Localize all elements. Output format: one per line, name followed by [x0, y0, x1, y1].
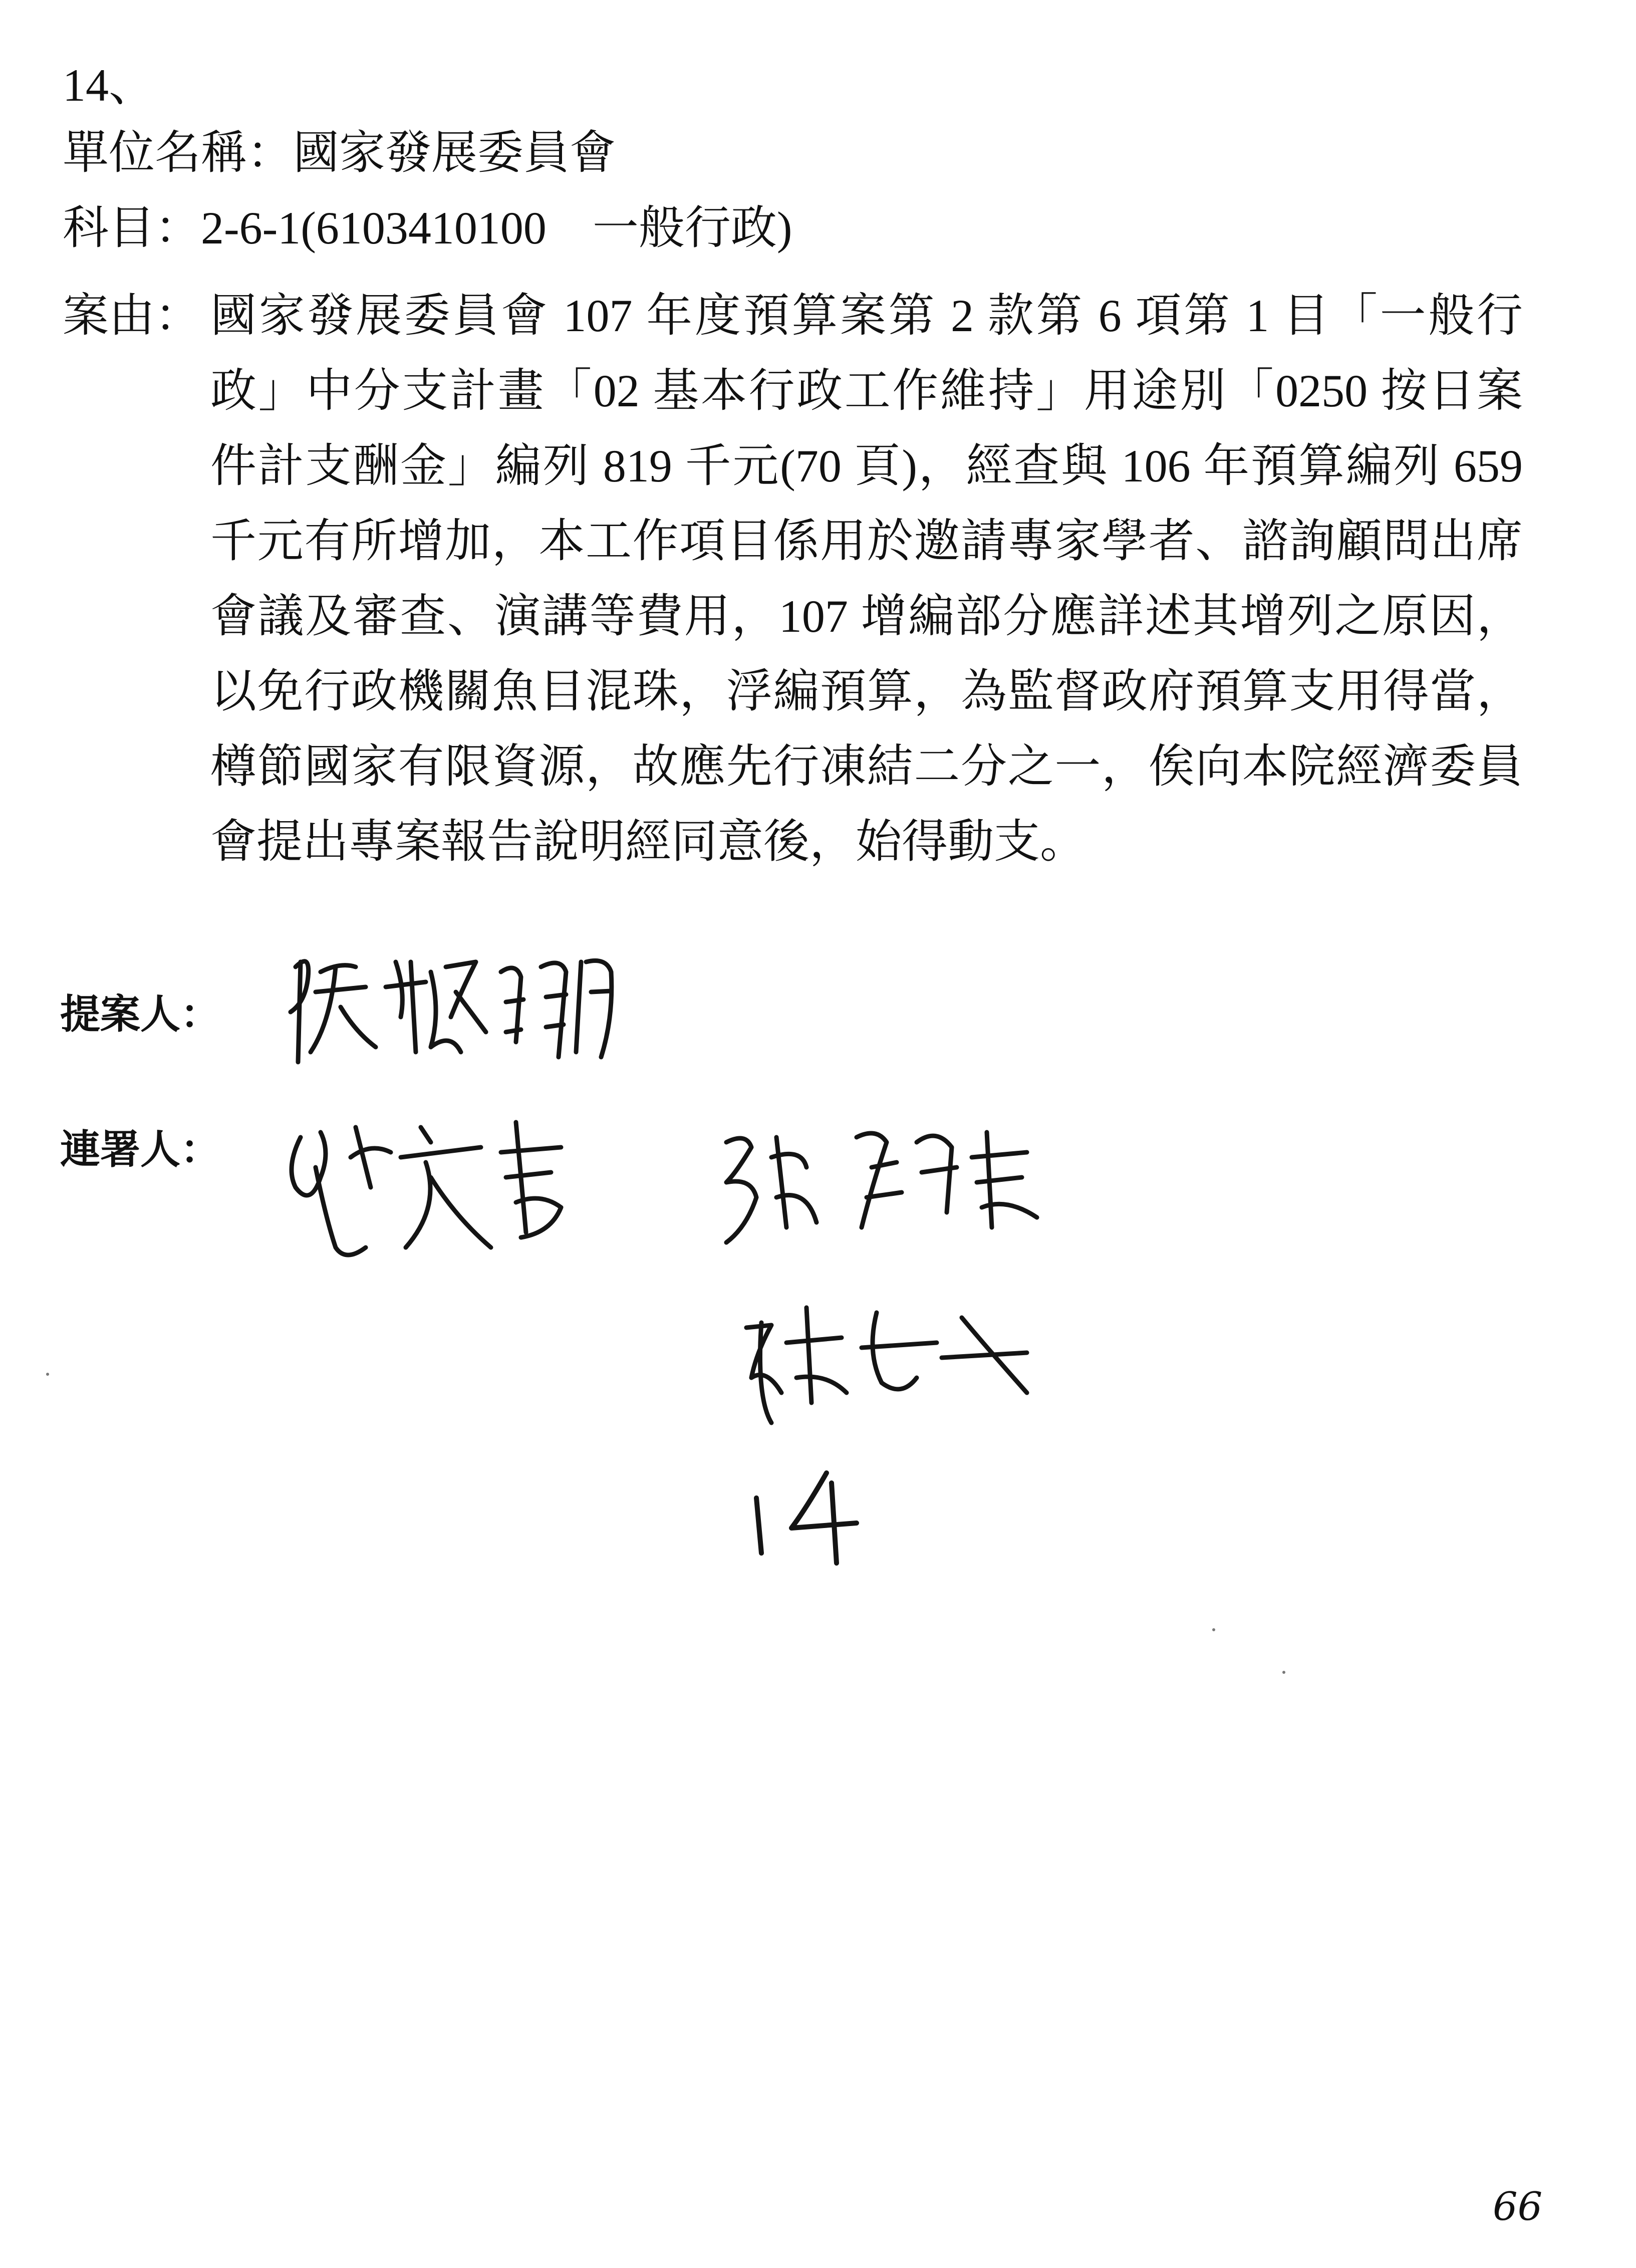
case-body-text: 國家發展委員會 107 年度預算案第 2 款第 6 項第 1 目「一般行政」中分支計畫「02 基本行政工作維持」用途別「0250 按日案件計支酬金」編列 819 千元(70 頁)，經查與 106 年預算編列 659 千元有所增加，本工作項目係用於邀請專家學者、諮詢顧問出席會議及審查、演講等費用，107 增編部分應詳述其增列之原因，以免行政機關魚目混珠，浮編預算，為監督政府預算支用得當，樽節國家有限資源，故應先行凍結二分之一，俟向本院經濟委員會提出專案報告說明經同意後，始得動支。 — [210, 290, 1523, 867]
cosigner-signature-1 — [281, 1097, 621, 1278]
case-body — [210, 278, 1523, 879]
budget-subject: 科目：2-6-1(6103410100 一般行政) — [63, 202, 792, 254]
item-number: 14、 — [63, 60, 155, 111]
scan-speck — [46, 1373, 49, 1376]
proposer-signature — [281, 932, 661, 1082]
cosigner-label: 連署人： — [60, 1126, 220, 1173]
handwritten-page-number — [741, 1453, 872, 1573]
scan-speck — [1212, 1628, 1215, 1631]
scan-speck — [1282, 1671, 1285, 1674]
cosigner-signature-2 — [706, 1097, 1087, 1263]
unit-name: 單位名稱：國家發展委員會 — [63, 127, 616, 178]
page-number: 66 — [1493, 2184, 1543, 2229]
proposer-label: 提案人： — [60, 991, 220, 1038]
cosigner-signature-3 — [726, 1278, 1057, 1428]
case-label: 案由： — [63, 290, 201, 341]
